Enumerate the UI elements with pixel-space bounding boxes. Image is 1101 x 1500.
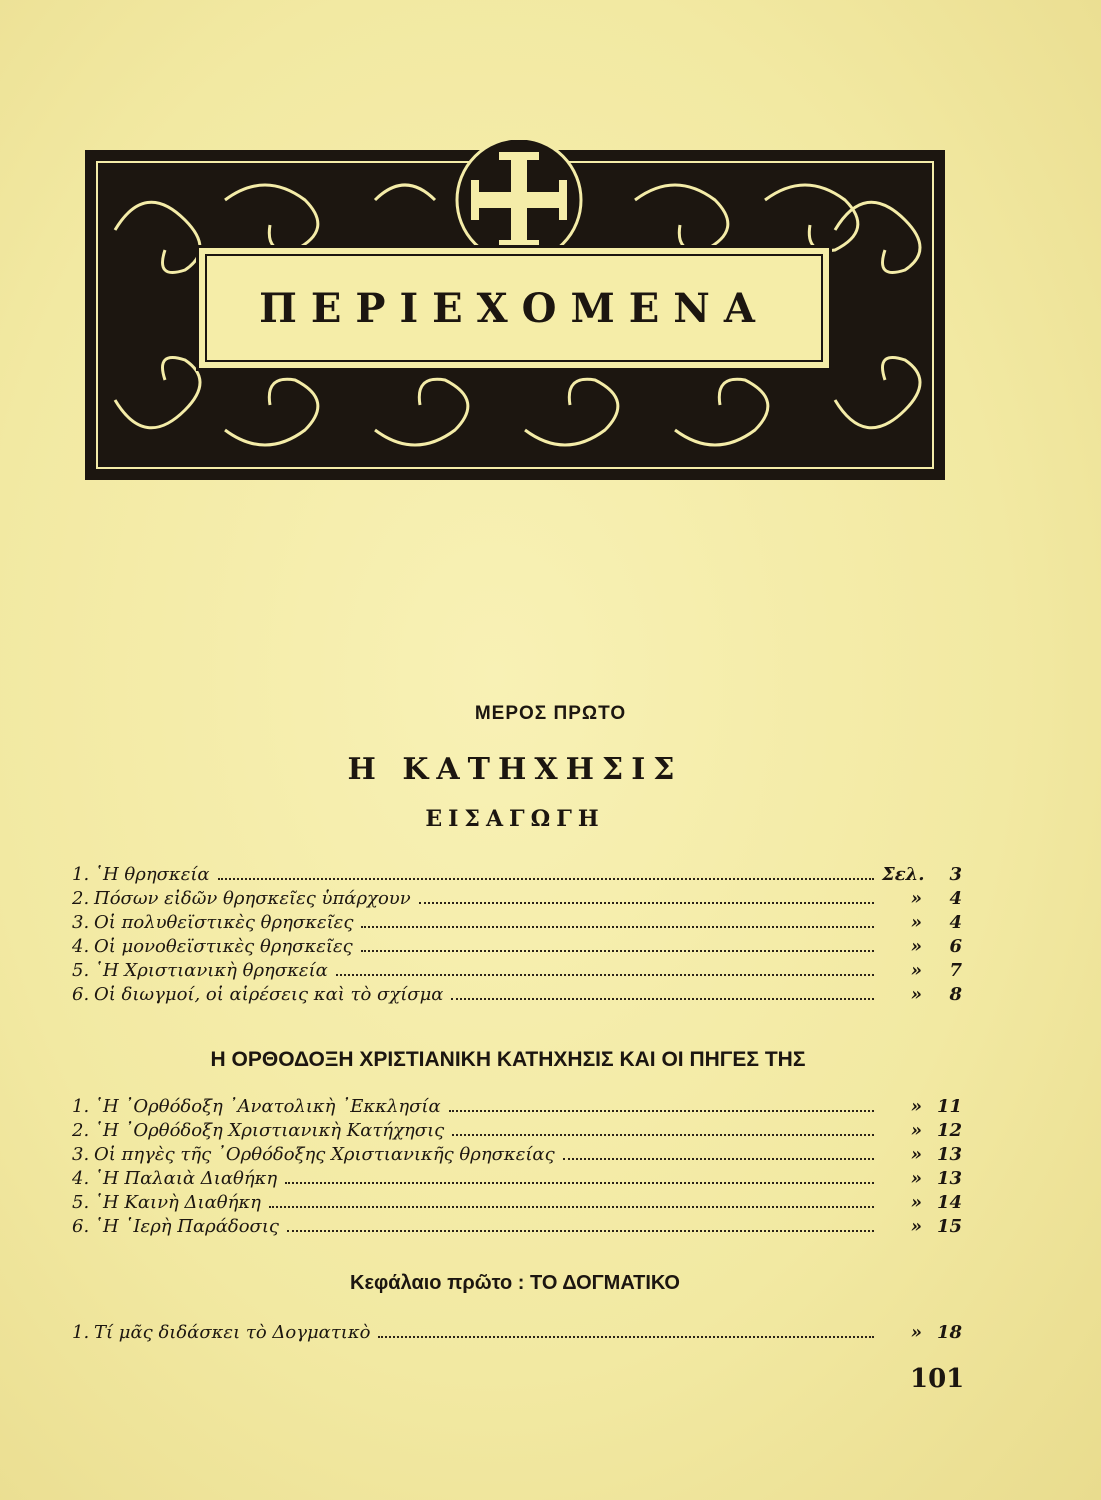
entry-label: Πόσων εἰδῶν θρησκεῖες ὑπάρχουν xyxy=(94,888,411,909)
entry-page: 18 xyxy=(936,1322,962,1343)
leader-dots xyxy=(419,886,874,904)
page-mark: » xyxy=(910,1216,922,1237)
entry-label: Οἱ πολυθεϊστικὲς θρησκεῖες xyxy=(94,912,354,933)
entry-label: ῾Η θρησκεία xyxy=(94,864,210,885)
entry-number: 2. xyxy=(72,1120,90,1141)
entry-label: Τί μᾶς διδάσκει τὸ Δογματικὸ xyxy=(94,1322,371,1343)
toc-entry[interactable] xyxy=(72,1320,962,1344)
page-mark: » xyxy=(910,1192,922,1213)
entry-page: 11 xyxy=(936,1096,962,1117)
page-mark: » xyxy=(910,960,922,981)
entry-label: ῾Η Χριστιανικὴ θρησκεία xyxy=(94,960,328,981)
entry-number: 6. xyxy=(72,984,90,1005)
leader-dots xyxy=(287,1214,874,1232)
entry-number: 4. xyxy=(72,936,90,957)
entry-page: 8 xyxy=(949,984,962,1005)
page-mark: » xyxy=(910,1096,922,1117)
title-box xyxy=(196,245,832,371)
toc-entry[interactable] xyxy=(72,886,962,910)
section2-toc xyxy=(72,1094,962,1238)
entry-label: ῾Η Καινὴ Διαθήκη xyxy=(94,1192,261,1213)
entry-label: Οἱ διωγμοί, οἱ αἱρέσεις καὶ τὸ σχίσμα xyxy=(94,984,444,1005)
page-mark: » xyxy=(910,1168,922,1189)
toc-entry[interactable] xyxy=(72,1142,962,1166)
entry-number: 4. xyxy=(72,1168,90,1189)
entry-number: 1. xyxy=(72,1096,90,1117)
entry-number: 3. xyxy=(72,912,90,933)
leader-dots xyxy=(336,958,874,976)
intro-toc xyxy=(72,862,962,1006)
page-mark: » xyxy=(910,912,922,933)
section-heading: Η ΟΡΘΟΔΟΞΗ ΧΡΙΣΤΙΑΝΙΚΗ ΚΑΤΗΧΗΣΙΣ ΚΑΙ ΟΙ ΠΗΓΕΣ ΤΗΣ xyxy=(210,1048,806,1071)
entry-label: Οἱ πηγὲς τῆς ᾿Ορθόδοξης Χριστιανικῆς θρησκείας xyxy=(94,1144,555,1165)
toc-entry[interactable] xyxy=(72,862,962,886)
leader-dots xyxy=(269,1190,874,1208)
page-mark: » xyxy=(910,984,922,1005)
part-label: ΜΕΡΟΣ ΠΡΩΤΟ xyxy=(474,703,627,724)
leader-dots xyxy=(378,1320,874,1338)
entry-page: 13 xyxy=(936,1144,962,1165)
entry-label: ῾Η ᾿Ορθόδοξη ᾿Ανατολικὴ ᾿Εκκλησία xyxy=(94,1096,441,1117)
toc-entry[interactable] xyxy=(72,1190,962,1214)
leader-dots xyxy=(218,862,874,880)
leader-dots xyxy=(451,982,874,1000)
toc-entry[interactable] xyxy=(72,958,962,982)
entry-number: 5. xyxy=(72,1192,90,1213)
entry-page: 15 xyxy=(936,1216,962,1237)
toc-entry[interactable] xyxy=(72,934,962,958)
page-mark: Σελ. xyxy=(882,864,925,885)
page-number: 101 xyxy=(910,1364,965,1394)
toc-entry[interactable] xyxy=(72,1118,962,1142)
entry-number: 2. xyxy=(72,888,90,909)
part-title: Η ΚΑΤΗΧΗΣΙΣ xyxy=(347,752,683,787)
entry-label: ῾Η ᾿Ορθόδοξη Χριστιανικὴ Κατήχησις xyxy=(94,1120,445,1141)
page-mark: » xyxy=(910,1120,922,1141)
entry-number: 1. xyxy=(72,864,90,885)
entry-page: 6 xyxy=(949,936,962,957)
entry-label: Οἱ μονοθεϊστικὲς θρησκεῖες xyxy=(94,936,353,957)
toc-entry[interactable] xyxy=(72,1214,962,1238)
entry-page: 13 xyxy=(936,1168,962,1189)
page-mark: » xyxy=(910,888,922,909)
entry-number: 1. xyxy=(72,1322,90,1343)
entry-label: ῾Η ῾Ιερὴ Παράδοσις xyxy=(94,1216,279,1237)
toc-entry[interactable] xyxy=(72,982,962,1006)
page-title: ΠΕΡΙΕΧΟΜΕΝΑ xyxy=(259,284,769,332)
entry-page: 7 xyxy=(949,960,962,981)
toc-entry[interactable] xyxy=(72,910,962,934)
leader-dots xyxy=(361,934,874,952)
leader-dots xyxy=(449,1094,874,1112)
intro-heading: ΕΙΣΑΓΩΓΗ xyxy=(425,806,605,832)
entry-page: 14 xyxy=(936,1192,962,1213)
toc-entry[interactable] xyxy=(72,1166,962,1190)
page-mark: » xyxy=(910,1322,922,1343)
entry-page: 12 xyxy=(936,1120,962,1141)
leader-dots xyxy=(563,1142,874,1160)
page-mark: » xyxy=(910,936,922,957)
entry-label: ῾Η Παλαιὰ Διαθήκη xyxy=(94,1168,278,1189)
entry-page: 3 xyxy=(949,864,962,885)
entry-page: 4 xyxy=(949,912,962,933)
entry-number: 3. xyxy=(72,1144,90,1165)
chapter-heading: Κεφάλαιο πρῶτο : ΤΟ ΔΟΓΜΑΤΙΚΟ xyxy=(350,1272,680,1294)
toc-entry[interactable] xyxy=(72,1094,962,1118)
entry-number: 5. xyxy=(72,960,90,981)
leader-dots xyxy=(452,1118,874,1136)
entry-number: 6. xyxy=(72,1216,90,1237)
chapter-toc xyxy=(72,1320,962,1344)
page-mark: » xyxy=(910,1144,922,1165)
leader-dots xyxy=(285,1166,874,1184)
leader-dots xyxy=(361,910,874,928)
entry-page: 4 xyxy=(949,888,962,909)
